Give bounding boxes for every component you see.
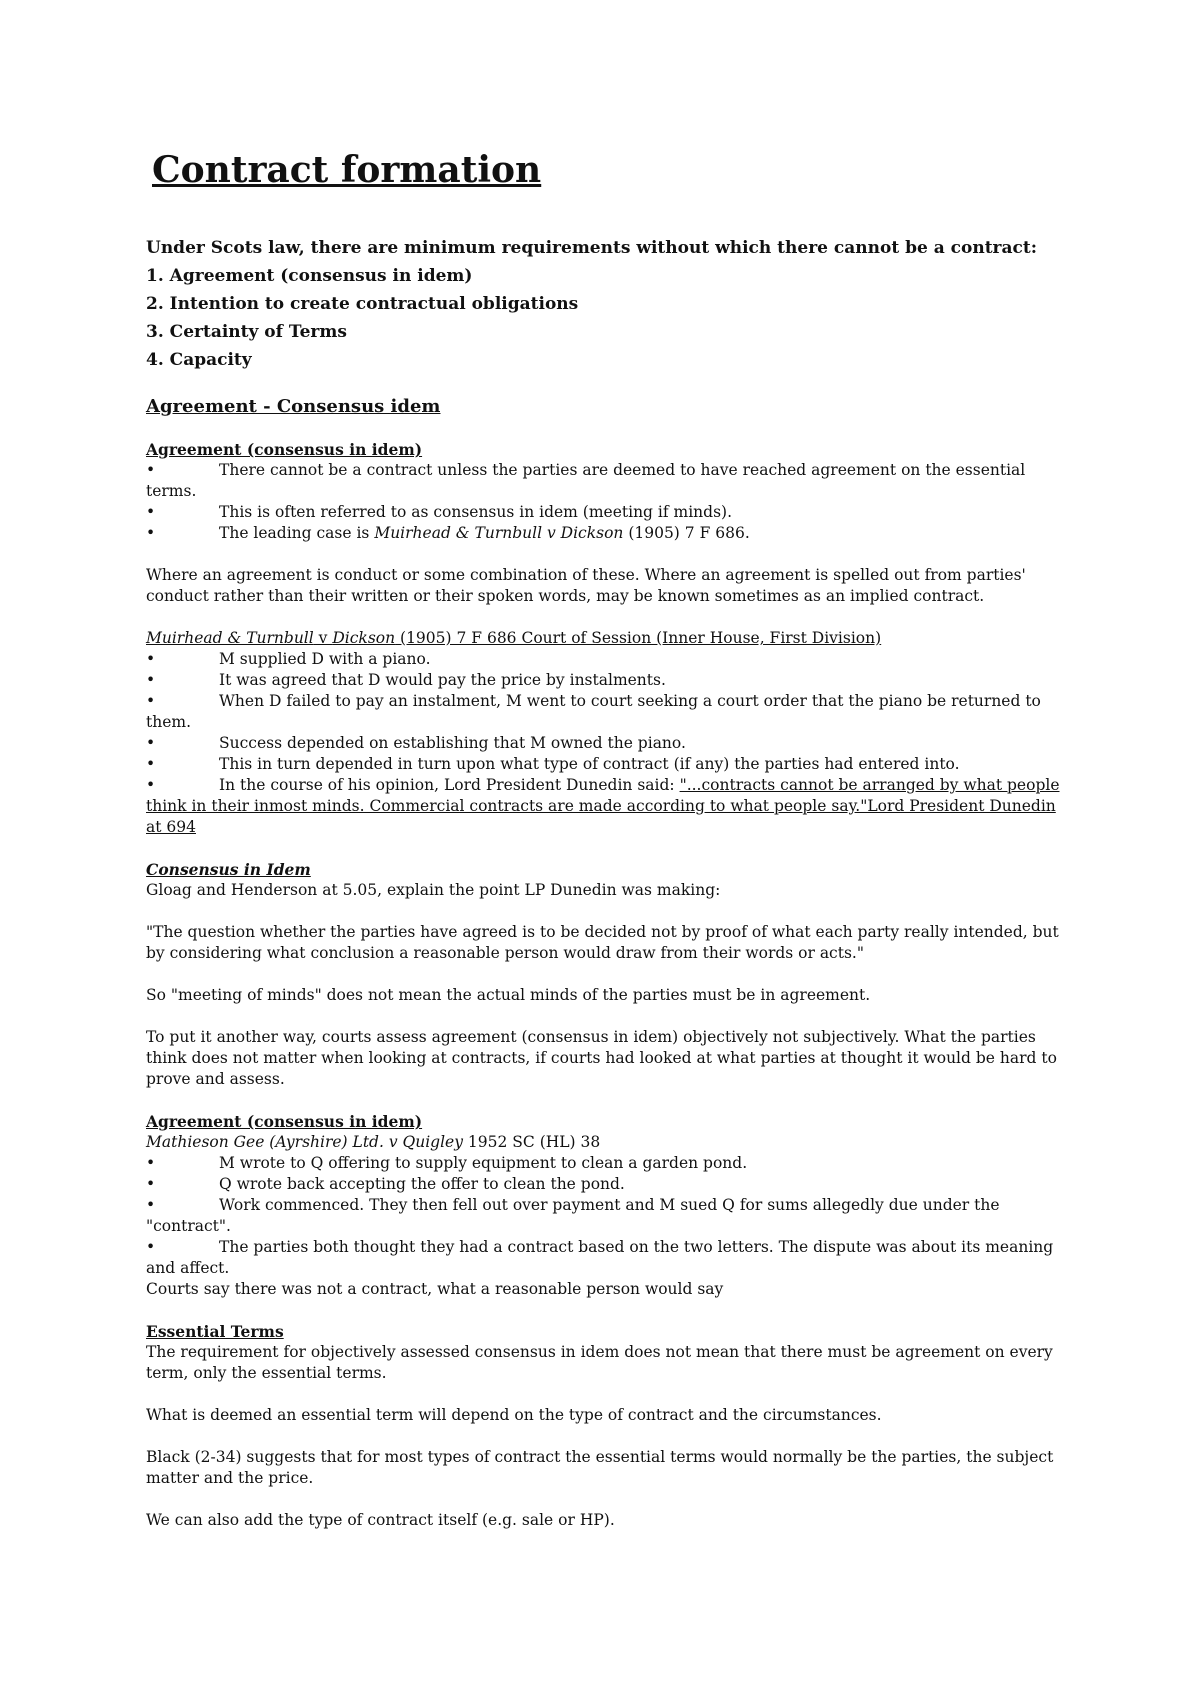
page-title: Contract formation [152, 149, 542, 191]
bullet-symbol: • [146, 650, 156, 668]
meeting-of-minds-paragraph: So "meeting of minds" does not mean the actual minds of the parties must be in agreement. [146, 986, 871, 1004]
bullet-symbol: • [146, 776, 156, 794]
essential-p1: The requirement for objectively assessed consensus in idem does not mean that there must be agreement on every term, only the essential terms. [146, 1343, 1053, 1382]
subheading-essential-terms: Essential Terms [146, 1322, 284, 1341]
bullet-list [146, 460, 1070, 544]
bullet-symbol: • [146, 524, 156, 542]
implied-contract-paragraph: Where an agreement is conduct or some combination of these. Where an agreement is spelled out from parties' conduct rather than their written or their spoken words, may be known sometimes as an implied contract. [146, 566, 1026, 605]
list-item: • M supplied D with a piano. [146, 650, 431, 668]
intro-lead: Under Scots law, there are minimum requirements without which there cannot be a contract: [146, 238, 1038, 258]
agreement-block-1 [146, 439, 1070, 544]
essential-p3: Black (2-34) suggests that for most types of contract the essential terms would normally be the parties, the subject matter and the price. [146, 1448, 1054, 1487]
conclusion-line: Courts say there was not a contract, what a reasonable person would say [146, 1280, 724, 1298]
consensus-block [146, 859, 1070, 901]
gloag-line: Gloag and Henderson at 5.05, explain the point LP Dunedin was making: [146, 881, 721, 899]
muirhead-block [146, 628, 1070, 838]
gloag-quote: "The question whether the parties have agreed is to be decided not by proof of what each party really intended, but by considering what conclusion a reasonable person would draw from their words or acts." [146, 923, 1059, 962]
agreement-block-2 [146, 1111, 1070, 1300]
bullet-symbol: • [146, 692, 156, 710]
section-heading: Agreement - Consensus idem [146, 396, 441, 417]
bullet-symbol: • [146, 461, 156, 479]
requirement-item: 2. Intention to create contractual obligations [146, 294, 579, 314]
requirements-list [146, 262, 1070, 374]
intro-requirements [146, 234, 1070, 374]
requirement-item: 1. Agreement (consensus in idem) [146, 266, 473, 286]
list-item: • Success depended on establishing that M owned the piano. [146, 734, 686, 752]
list-item: • Work commenced. They then fell out over payment and M sued Q for sums allegedly due under the "contract". [146, 1196, 1000, 1235]
bullet-symbol: • [146, 755, 156, 773]
dunedin-quote: "...contracts cannot be arranged by what people think in their inmost minds. Commercial contracts are made according to what people say."Lord President Dunedin at 694 [146, 776, 1060, 836]
list-item: • It was agreed that D would pay the price by instalments. [146, 671, 666, 689]
list-item: • In the course of his opinion, Lord President Dunedin said: "...contracts cannot be arranged by what people think in their inmost minds. Commercial contracts are made according to what people say."Lord President Dunedin at 694 [146, 776, 1060, 836]
list-item: • M wrote to Q offering to supply equipment to clean a garden pond. [146, 1154, 748, 1172]
case-name: Muirhead & Turnbull v Dickson [374, 524, 624, 542]
list-item: • This in turn depended in turn upon what type of contract (if any) the parties had entered into. [146, 755, 960, 773]
list-item: • When D failed to pay an instalment, M went to court seeking a court order that the piano be returned to them. [146, 692, 1041, 731]
essential-p2: What is deemed an essential term will depend on the type of contract and the circumstances. [146, 1406, 882, 1424]
bullet-symbol: • [146, 671, 156, 689]
requirement-item: 4. Capacity [146, 350, 252, 370]
subheading-agreement: Agreement (consensus in idem) [146, 1112, 423, 1131]
bullet-list [146, 1153, 1070, 1279]
objective-test-paragraph: To put it another way, courts assess agreement (consensus in idem) objectively not subjectively. What the parties think does not matter when looking at contracts, if courts had looked at what parties at thought it would be hard to prove and assess. [146, 1028, 1057, 1088]
bullet-symbol: • [146, 1238, 156, 1256]
essential-p4: We can also add the type of contract itself (e.g. sale or HP). [146, 1511, 615, 1529]
bullet-symbol: • [146, 1175, 156, 1193]
list-item: • The parties both thought they had a contract based on the two letters. The dispute was about its meaning and affect. [146, 1238, 1054, 1277]
list-item: • There cannot be a contract unless the parties are deemed to have reached agreement on the essential terms. [146, 461, 1026, 500]
list-item: • This is often referred to as consensus in idem (meeting if minds). [146, 503, 733, 521]
subheading-agreement: Agreement (consensus in idem) [146, 440, 423, 459]
essential-terms-block [146, 1321, 1070, 1384]
bullet-symbol: • [146, 1154, 156, 1172]
list-item: • The leading case is Muirhead & Turnbull v Dickson (1905) 7 F 686. [146, 524, 750, 542]
requirement-item: 3. Certainty of Terms [146, 322, 347, 342]
case-heading: Muirhead & Turnbull v Dickson (1905) 7 F 686 Court of Session (Inner House, First Division) [146, 629, 882, 647]
bullet-list [146, 649, 1070, 838]
list-item: • Q wrote back accepting the offer to clean the pond. [146, 1175, 625, 1193]
case-heading: Mathieson Gee (Ayrshire) Ltd. v Quigley 1952 SC (HL) 38 [146, 1133, 601, 1151]
bullet-symbol: • [146, 1196, 156, 1214]
bullet-symbol: • [146, 734, 156, 752]
subheading-consensus: Consensus in Idem [146, 860, 311, 879]
bullet-symbol: • [146, 503, 156, 521]
